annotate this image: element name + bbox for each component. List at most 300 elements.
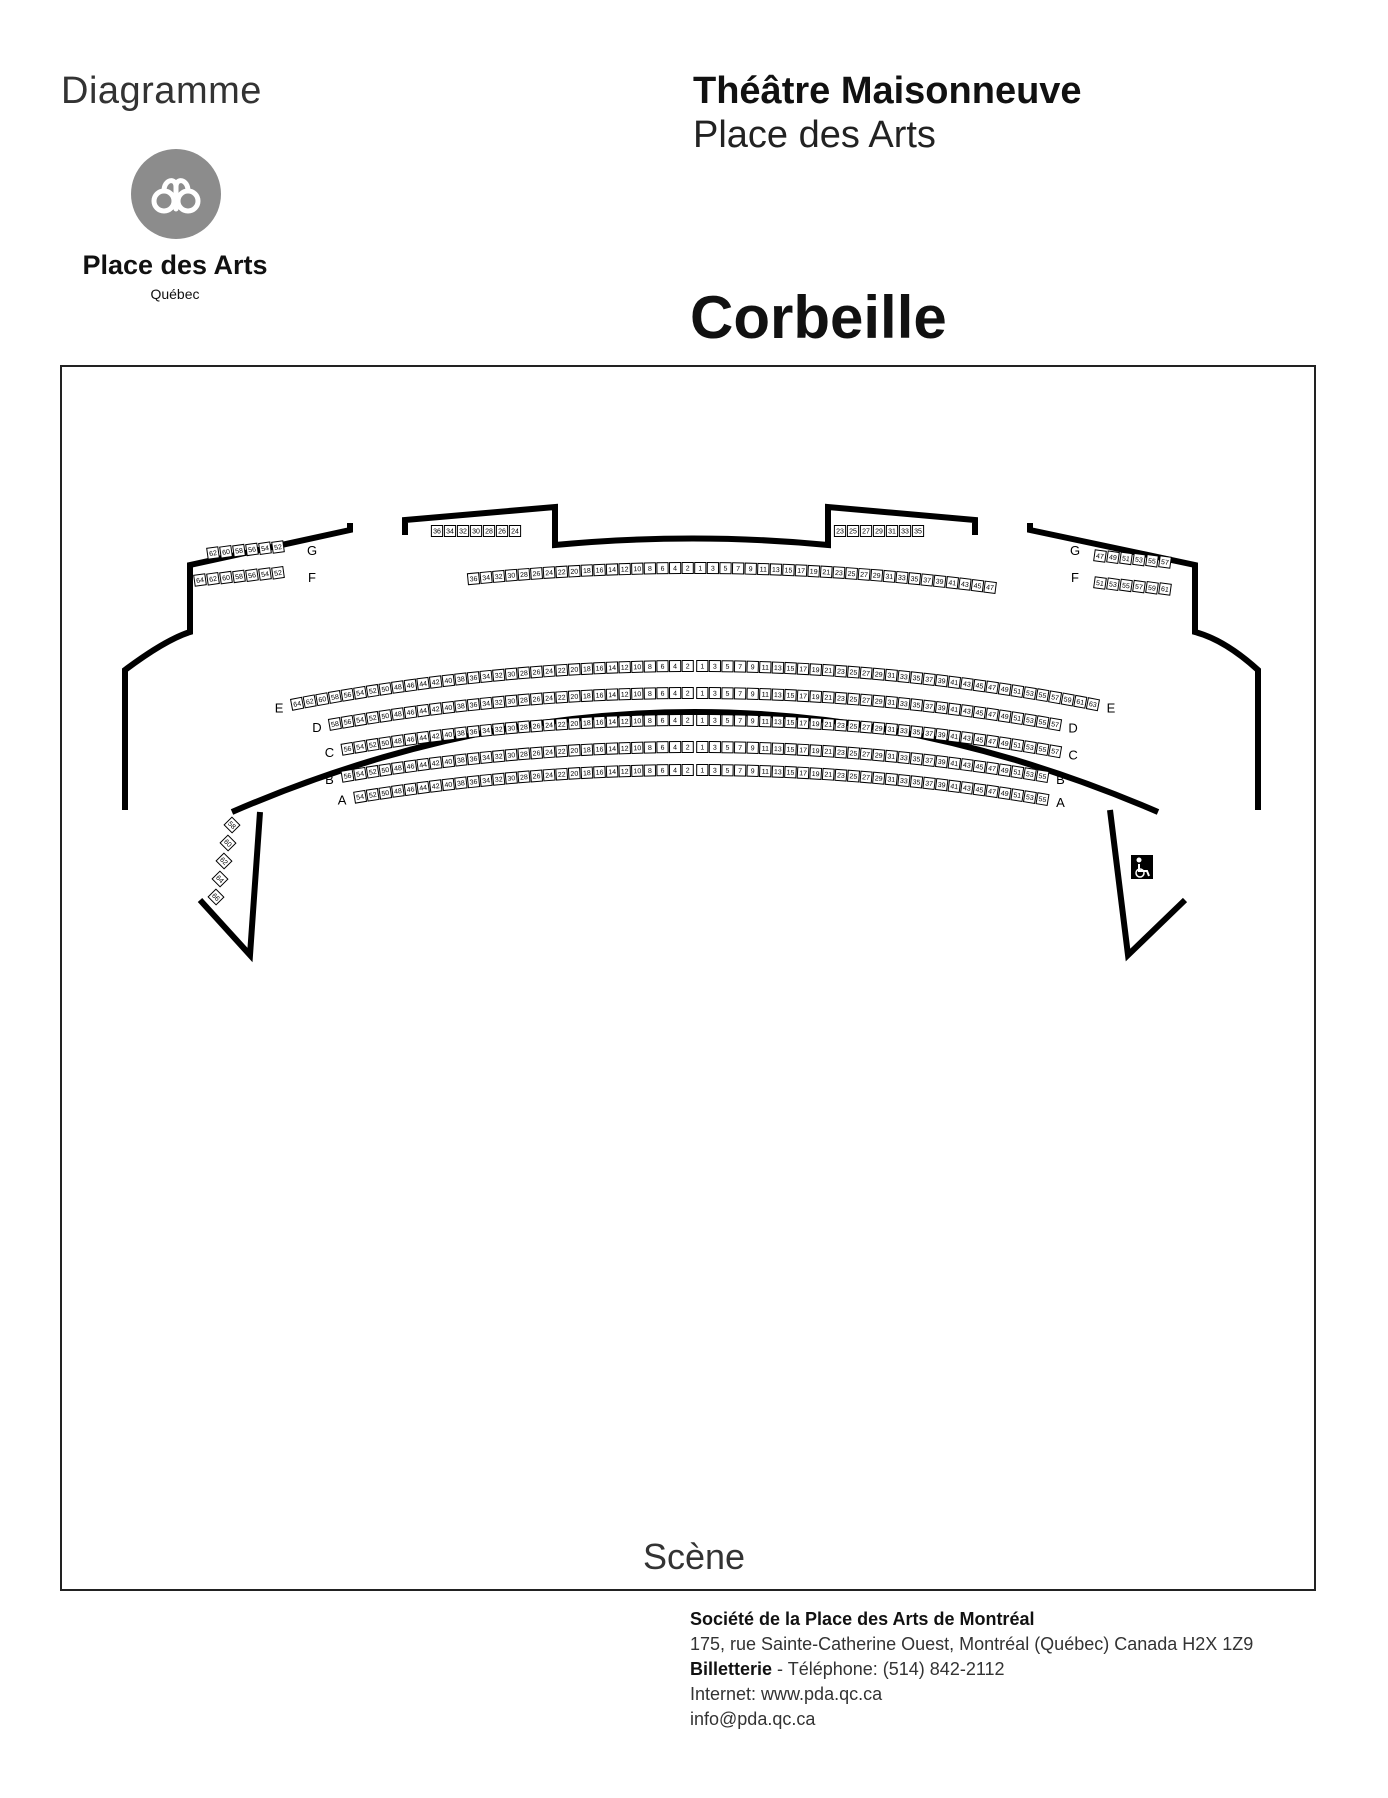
seat-c-42[interactable] — [429, 730, 441, 742]
seat-e-4[interactable] — [669, 661, 680, 672]
seat-b-23[interactable] — [835, 746, 847, 758]
seat-b-17[interactable] — [797, 744, 809, 756]
seat-d-51[interactable] — [1011, 712, 1024, 725]
seat-d-14[interactable] — [606, 689, 618, 700]
seat-e-35[interactable] — [910, 672, 922, 684]
seat-d-3[interactable] — [709, 688, 720, 699]
seat-f-right-55[interactable] — [1120, 579, 1133, 591]
seat-box-right-23[interactable] — [834, 526, 845, 537]
seat-upper-27[interactable] — [858, 568, 870, 580]
seat-box-right-31[interactable] — [886, 526, 897, 537]
seat-c-57[interactable] — [1049, 745, 1062, 758]
seat-a-29[interactable] — [873, 772, 885, 784]
seat-d-33[interactable] — [898, 698, 910, 710]
seat-e-39[interactable] — [935, 675, 947, 687]
seat-c-53[interactable] — [1023, 741, 1036, 754]
seat-g-right-53[interactable] — [1133, 553, 1146, 565]
seat-c-1[interactable] — [697, 714, 708, 725]
seat-c-5[interactable] — [722, 715, 733, 726]
seat-b-27[interactable] — [860, 748, 872, 760]
seat-e-19[interactable] — [810, 664, 822, 676]
seat-a-51[interactable] — [1011, 789, 1024, 802]
seat-a-36[interactable] — [467, 776, 479, 788]
seat-d-26[interactable] — [531, 693, 543, 705]
seat-e-32[interactable] — [493, 669, 505, 681]
seat-d-15[interactable] — [785, 689, 797, 701]
seat-e-43[interactable] — [961, 678, 974, 690]
seat-d-4[interactable] — [669, 688, 680, 699]
seat-e-2[interactable] — [682, 660, 693, 671]
seat-upper-17[interactable] — [795, 565, 807, 577]
seat-e-55[interactable] — [1036, 689, 1049, 702]
seat-c-10[interactable] — [632, 715, 644, 726]
seat-upper-43[interactable] — [959, 578, 971, 590]
seat-a-42[interactable] — [429, 780, 441, 792]
seat-c-49[interactable] — [998, 737, 1011, 750]
seat-e-61[interactable] — [1074, 695, 1087, 708]
seat-upper-16[interactable] — [594, 564, 606, 575]
seat-upper-35[interactable] — [908, 573, 920, 585]
seat-d-21[interactable] — [822, 691, 834, 703]
seat-b-15[interactable] — [785, 743, 797, 755]
seat-a-50[interactable] — [379, 787, 392, 800]
seat-e-54[interactable] — [354, 686, 367, 699]
seat-f-right-57[interactable] — [1133, 580, 1146, 592]
seat-a-53[interactable] — [1023, 791, 1036, 804]
seat-b-25[interactable] — [847, 747, 859, 759]
seat-b-33[interactable] — [898, 752, 910, 764]
seat-d-32[interactable] — [493, 696, 505, 708]
seat-b-42[interactable] — [429, 757, 441, 769]
seat-upper-30[interactable] — [505, 569, 517, 581]
seat-f-right-53[interactable] — [1107, 578, 1120, 590]
seat-upper-25[interactable] — [846, 568, 858, 580]
seat-f-left-58[interactable] — [233, 570, 246, 582]
seat-e-57[interactable] — [1049, 691, 1062, 704]
seat-a-41[interactable] — [948, 780, 960, 792]
seat-d-18[interactable] — [581, 690, 593, 702]
seat-b-46[interactable] — [404, 760, 417, 772]
seat-c-6[interactable] — [657, 715, 668, 726]
seat-e-3[interactable] — [709, 661, 720, 672]
seat-e-14[interactable] — [606, 662, 618, 673]
seat-c-36[interactable] — [467, 726, 479, 738]
seat-b-41[interactable] — [948, 757, 960, 769]
seat-b-54[interactable] — [354, 767, 367, 780]
seat-box-left-30[interactable] — [470, 526, 481, 537]
seat-b-12[interactable] — [619, 743, 631, 754]
seat-d-45[interactable] — [973, 706, 986, 718]
seat-c-45[interactable] — [973, 733, 986, 745]
seat-d-47[interactable] — [986, 708, 999, 720]
seat-d-52[interactable] — [366, 712, 379, 725]
seat-upper-34[interactable] — [480, 572, 492, 584]
seat-e-10[interactable] — [632, 661, 644, 672]
seat-upper-10[interactable] — [632, 563, 643, 574]
seat-c-37[interactable] — [923, 727, 935, 739]
seat-f-left-52[interactable] — [272, 567, 285, 579]
seat-f-right-61[interactable] — [1159, 583, 1172, 595]
seat-e-51[interactable] — [1011, 685, 1024, 698]
seat-a-22[interactable] — [556, 768, 568, 780]
seat-c-47[interactable] — [986, 735, 999, 747]
seat-upper-39[interactable] — [934, 575, 946, 587]
seat-e-11[interactable] — [760, 662, 772, 673]
seat-e-56[interactable] — [341, 688, 354, 701]
seat-c-18[interactable] — [581, 717, 593, 729]
seat-c-38[interactable] — [455, 727, 467, 739]
seat-e-53[interactable] — [1023, 687, 1036, 700]
seat-upper-31[interactable] — [883, 570, 895, 582]
seat-d-44[interactable] — [417, 704, 430, 716]
seat-e-9[interactable] — [747, 661, 759, 672]
seat-d-46[interactable] — [404, 706, 417, 718]
seat-e-52[interactable] — [366, 685, 379, 698]
seat-d-37[interactable] — [923, 700, 935, 712]
seat-e-47[interactable] — [986, 681, 999, 693]
seat-e-33[interactable] — [898, 671, 910, 683]
seat-a-side-60[interactable] — [220, 835, 236, 851]
seat-g-right-57[interactable] — [1159, 556, 1172, 568]
seat-a-1[interactable] — [697, 764, 708, 775]
seat-c-34[interactable] — [480, 724, 492, 736]
seat-upper-8[interactable] — [644, 563, 655, 574]
seat-c-54[interactable] — [354, 740, 367, 753]
seat-d-35[interactable] — [910, 699, 922, 711]
seat-e-17[interactable] — [797, 663, 809, 675]
seat-a-31[interactable] — [885, 773, 897, 785]
seat-b-55[interactable] — [1036, 770, 1049, 783]
seat-a-39[interactable] — [935, 779, 947, 791]
seat-c-8[interactable] — [644, 715, 655, 726]
seat-b-3[interactable] — [709, 742, 720, 753]
seat-d-50[interactable] — [379, 710, 392, 723]
seat-d-1[interactable] — [697, 687, 708, 698]
seat-a-side-62[interactable] — [216, 853, 232, 869]
seat-b-18[interactable] — [581, 744, 593, 756]
seat-a-52[interactable] — [366, 789, 379, 802]
seat-a-33[interactable] — [898, 775, 910, 787]
seat-e-45[interactable] — [973, 679, 986, 691]
seat-upper-14[interactable] — [606, 564, 618, 575]
seat-c-48[interactable] — [392, 735, 405, 747]
seat-box-right-27[interactable] — [860, 526, 871, 537]
seat-a-side-66[interactable] — [208, 889, 224, 905]
seat-upper-3[interactable] — [707, 563, 718, 574]
seat-c-41[interactable] — [948, 730, 960, 742]
seat-d-7[interactable] — [734, 688, 745, 699]
seat-a-32[interactable] — [493, 773, 505, 785]
seat-upper-18[interactable] — [581, 565, 593, 577]
seat-b-9[interactable] — [747, 742, 759, 753]
seat-b-40[interactable] — [442, 755, 454, 767]
seat-box-left-36[interactable] — [431, 526, 442, 537]
seat-a-26[interactable] — [531, 770, 543, 782]
seat-g-left-60[interactable] — [220, 546, 233, 558]
seat-d-56[interactable] — [341, 715, 354, 728]
seat-d-53[interactable] — [1023, 714, 1036, 727]
seat-c-22[interactable] — [556, 718, 568, 730]
seat-a-side-64[interactable] — [212, 871, 228, 887]
seat-e-8[interactable] — [644, 661, 655, 672]
seat-e-25[interactable] — [847, 666, 859, 678]
seat-d-38[interactable] — [455, 700, 467, 712]
seat-d-49[interactable] — [998, 710, 1011, 723]
seat-d-12[interactable] — [619, 689, 631, 700]
seat-b-56[interactable] — [341, 769, 354, 782]
seat-f-left-64[interactable] — [194, 574, 207, 586]
seat-a-28[interactable] — [518, 771, 530, 783]
seat-a-35[interactable] — [910, 776, 922, 788]
seat-b-29[interactable] — [873, 749, 885, 761]
seat-c-30[interactable] — [505, 722, 517, 734]
seat-b-37[interactable] — [923, 754, 935, 766]
seat-c-23[interactable] — [835, 719, 847, 731]
seat-b-6[interactable] — [657, 742, 668, 753]
seat-upper-6[interactable] — [657, 563, 668, 574]
seat-e-28[interactable] — [518, 667, 530, 679]
seat-d-40[interactable] — [442, 701, 454, 713]
seat-d-54[interactable] — [354, 713, 367, 726]
seat-e-50[interactable] — [379, 683, 392, 696]
seat-upper-15[interactable] — [783, 564, 795, 575]
seat-d-31[interactable] — [885, 696, 897, 708]
seat-d-11[interactable] — [760, 689, 772, 700]
seat-a-5[interactable] — [722, 765, 733, 776]
seat-upper-1[interactable] — [695, 562, 706, 573]
seat-a-24[interactable] — [543, 769, 555, 781]
seat-d-30[interactable] — [505, 695, 517, 707]
seat-c-21[interactable] — [822, 718, 834, 730]
seat-g-left-62[interactable] — [207, 547, 220, 559]
seat-d-2[interactable] — [682, 687, 693, 698]
seat-a-21[interactable] — [822, 768, 834, 780]
seat-b-43[interactable] — [961, 759, 974, 771]
seat-upper-24[interactable] — [543, 567, 555, 579]
seat-a-48[interactable] — [392, 785, 405, 797]
seat-d-6[interactable] — [657, 688, 668, 699]
seat-b-38[interactable] — [455, 754, 467, 766]
seat-a-54[interactable] — [354, 790, 367, 803]
seat-a-49[interactable] — [998, 787, 1011, 800]
seat-box-right-25[interactable] — [847, 526, 858, 537]
seat-upper-45[interactable] — [971, 580, 983, 592]
seat-c-24[interactable] — [543, 719, 555, 731]
seat-d-27[interactable] — [860, 694, 872, 706]
seat-c-43[interactable] — [961, 732, 974, 744]
seat-d-22[interactable] — [556, 691, 568, 703]
seat-upper-23[interactable] — [833, 567, 845, 579]
seat-g-right-49[interactable] — [1107, 551, 1120, 563]
seat-c-19[interactable] — [810, 718, 822, 730]
seat-a-25[interactable] — [847, 770, 859, 782]
seat-c-25[interactable] — [847, 720, 859, 732]
seat-d-41[interactable] — [948, 703, 960, 715]
seat-b-26[interactable] — [531, 747, 543, 759]
seat-d-5[interactable] — [722, 688, 733, 699]
seat-b-19[interactable] — [810, 745, 822, 757]
seat-c-31[interactable] — [885, 723, 897, 735]
seat-e-48[interactable] — [392, 681, 405, 693]
seat-d-25[interactable] — [847, 693, 859, 705]
seat-upper-21[interactable] — [820, 566, 832, 578]
seat-f-left-62[interactable] — [207, 573, 220, 585]
seat-c-7[interactable] — [734, 715, 745, 726]
seat-b-50[interactable] — [379, 764, 392, 777]
seat-b-4[interactable] — [669, 742, 680, 753]
seat-d-8[interactable] — [644, 688, 655, 699]
seat-e-12[interactable] — [619, 662, 631, 673]
seat-c-56[interactable] — [341, 742, 354, 755]
seat-c-50[interactable] — [379, 737, 392, 750]
seat-f-left-60[interactable] — [220, 571, 233, 583]
seat-upper-29[interactable] — [871, 569, 883, 581]
seat-d-58[interactable] — [328, 718, 341, 731]
seat-upper-26[interactable] — [531, 568, 543, 580]
seat-e-34[interactable] — [480, 670, 492, 682]
seat-d-23[interactable] — [835, 692, 847, 704]
seat-e-38[interactable] — [455, 673, 467, 685]
seat-upper-12[interactable] — [619, 563, 631, 574]
seat-a-46[interactable] — [404, 783, 417, 795]
seat-a-47[interactable] — [986, 785, 999, 797]
seat-a-13[interactable] — [772, 766, 784, 777]
seat-c-51[interactable] — [1011, 739, 1024, 752]
seat-a-20[interactable] — [568, 768, 580, 780]
seat-c-44[interactable] — [417, 731, 430, 743]
seat-d-48[interactable] — [392, 708, 405, 720]
seat-upper-32[interactable] — [493, 570, 505, 582]
seat-c-9[interactable] — [747, 715, 759, 726]
seat-a-19[interactable] — [810, 768, 822, 780]
seat-e-13[interactable] — [772, 662, 784, 673]
seat-a-23[interactable] — [835, 769, 847, 781]
seat-d-20[interactable] — [568, 691, 580, 703]
seat-e-30[interactable] — [505, 668, 517, 680]
seat-a-4[interactable] — [669, 765, 680, 776]
seat-e-6[interactable] — [657, 661, 668, 672]
seat-f-left-56[interactable] — [246, 569, 259, 581]
seat-a-2[interactable] — [682, 764, 693, 775]
seat-e-16[interactable] — [594, 662, 606, 673]
seat-c-3[interactable] — [709, 715, 720, 726]
seat-e-24[interactable] — [543, 665, 555, 677]
seat-c-2[interactable] — [682, 714, 693, 725]
seat-a-38[interactable] — [455, 777, 467, 789]
seat-b-13[interactable] — [772, 743, 784, 754]
seat-box-left-28[interactable] — [483, 526, 494, 537]
seat-upper-36[interactable] — [467, 573, 479, 585]
seat-a-44[interactable] — [417, 781, 430, 793]
seat-f-right-51[interactable] — [1094, 577, 1107, 589]
seat-a-30[interactable] — [505, 772, 517, 784]
seat-g-left-54[interactable] — [259, 542, 272, 554]
seat-upper-20[interactable] — [568, 565, 580, 577]
seat-d-9[interactable] — [747, 688, 759, 699]
seat-upper-4[interactable] — [669, 563, 680, 574]
seat-b-35[interactable] — [910, 753, 922, 765]
seat-c-35[interactable] — [910, 726, 922, 738]
seat-c-26[interactable] — [531, 720, 543, 732]
seat-upper-22[interactable] — [556, 566, 568, 578]
seat-e-49[interactable] — [998, 683, 1011, 696]
seat-c-15[interactable] — [785, 716, 797, 728]
seat-b-14[interactable] — [606, 743, 618, 754]
seat-e-64[interactable] — [291, 697, 304, 710]
seat-e-7[interactable] — [734, 661, 745, 672]
seat-a-6[interactable] — [657, 765, 668, 776]
seat-a-12[interactable] — [619, 766, 631, 777]
seat-e-15[interactable] — [785, 662, 797, 674]
seat-c-13[interactable] — [772, 716, 784, 727]
seat-a-10[interactable] — [632, 765, 644, 776]
seat-d-29[interactable] — [873, 695, 885, 707]
seat-b-44[interactable] — [417, 758, 430, 770]
seat-b-10[interactable] — [632, 742, 644, 753]
seat-e-46[interactable] — [404, 679, 417, 691]
seat-e-20[interactable] — [568, 664, 580, 676]
seat-box-left-32[interactable] — [457, 526, 468, 537]
seat-e-60[interactable] — [316, 693, 329, 706]
seat-a-45[interactable] — [973, 783, 986, 795]
seat-upper-28[interactable] — [518, 568, 530, 580]
seat-box-right-29[interactable] — [873, 526, 884, 537]
seat-b-53[interactable] — [1023, 768, 1036, 781]
seat-a-17[interactable] — [797, 767, 809, 779]
seat-g-left-52[interactable] — [272, 541, 285, 553]
seat-a-3[interactable] — [709, 765, 720, 776]
seat-b-51[interactable] — [1011, 766, 1024, 779]
seat-box-right-35[interactable] — [912, 526, 923, 537]
seat-b-48[interactable] — [392, 762, 405, 774]
seat-upper-47[interactable] — [984, 581, 997, 593]
seat-box-left-34[interactable] — [444, 526, 455, 537]
seat-e-18[interactable] — [581, 663, 593, 675]
seat-e-41[interactable] — [948, 676, 960, 688]
seat-d-43[interactable] — [961, 705, 974, 717]
seat-b-16[interactable] — [594, 743, 606, 754]
seat-c-33[interactable] — [898, 725, 910, 737]
seat-b-47[interactable] — [986, 762, 999, 774]
seat-e-23[interactable] — [835, 665, 847, 677]
seat-d-34[interactable] — [480, 697, 492, 709]
seat-upper-41[interactable] — [946, 577, 958, 589]
seat-upper-13[interactable] — [770, 564, 782, 575]
seat-e-37[interactable] — [923, 673, 935, 685]
seat-a-11[interactable] — [760, 766, 772, 777]
seat-a-8[interactable] — [644, 765, 655, 776]
seat-c-16[interactable] — [594, 716, 606, 727]
seat-e-62[interactable] — [303, 695, 316, 708]
seat-e-63[interactable] — [1086, 698, 1099, 711]
seat-upper-9[interactable] — [745, 563, 756, 574]
seat-c-28[interactable] — [518, 721, 530, 733]
seat-e-59[interactable] — [1061, 693, 1074, 706]
seat-b-49[interactable] — [998, 764, 1011, 777]
seat-c-27[interactable] — [860, 721, 872, 733]
seat-b-30[interactable] — [505, 749, 517, 761]
seat-g-left-58[interactable] — [233, 544, 246, 556]
seat-e-40[interactable] — [442, 674, 454, 686]
seat-c-29[interactable] — [873, 722, 885, 734]
seat-e-21[interactable] — [822, 664, 834, 676]
seat-b-20[interactable] — [568, 745, 580, 757]
seat-d-39[interactable] — [935, 702, 947, 714]
seat-a-37[interactable] — [923, 777, 935, 789]
seat-b-45[interactable] — [973, 760, 986, 772]
seat-b-52[interactable] — [366, 766, 379, 779]
seat-d-42[interactable] — [429, 703, 441, 715]
